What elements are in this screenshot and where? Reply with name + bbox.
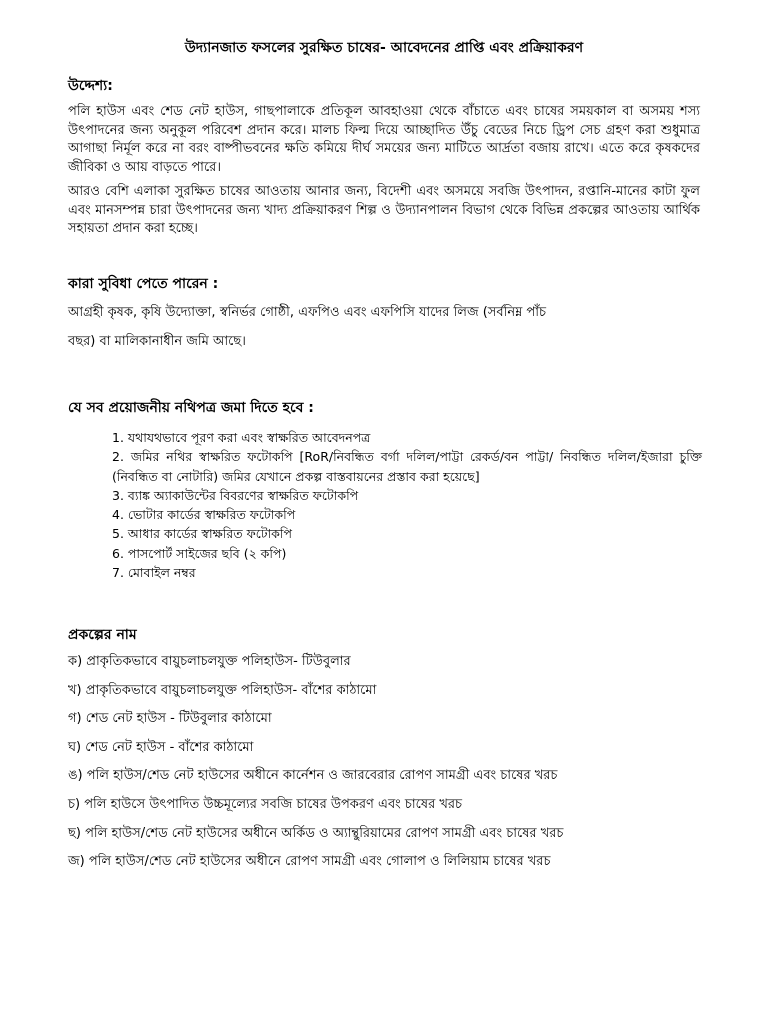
project-item-chha: ছ) পলি হাউস/শেড নেট হাউসের অধীনে অর্কিড ও অ্যান্থুরিয়ামের রোপণ সামগ্রী এবং চাষের খরচ xyxy=(68,825,564,841)
objective-heading: উদ্দেশ্য: xyxy=(68,78,113,94)
beneficiaries-line-2: বছর) বা মালিকানাধীন জমি আছে। xyxy=(68,334,246,349)
beneficiaries-heading: কারা সুবিধা পেতে পারেন : xyxy=(68,276,219,292)
document-item-3: 3. ব্যাঙ্ক অ্যাকাউন্টের বিবরণের স্বাক্ষরিত ফটোকপি xyxy=(112,487,359,503)
projects-list xyxy=(68,652,563,881)
documents-heading: যে সব প্রয়োজনীয় নথিপত্র জমা দিতে হবে : xyxy=(68,400,314,416)
beneficiaries-line-1: আগ্রহী কৃষক, কৃষি উদ্যোক্তা, স্বনির্ভর গোষ্ঠী, এফপিও এবং এফপিসি যাদের লিজ (সর্বনিম্ন পাঁচ xyxy=(68,305,547,320)
project-item-kha: খ) প্রাকৃতিকভাবে বায়ুচলাচলযুক্ত পলিহাউস- বাঁশের কাঠামো xyxy=(68,682,377,698)
project-item-ka: ক) প্রাকৃতিকভাবে বায়ুচলাচলযুক্ত পলিহাউস- টিউবুলার xyxy=(68,654,351,669)
project-item-cha: চ) পলি হাউসে উৎপাদিত উচ্চমূল্যের সবজি চাষের উপকরণ এবং চাষের খরচ xyxy=(68,796,463,812)
document-item-4: 4. ভোটার কার্ডের স্বাক্ষরিত ফটোকপি xyxy=(112,507,296,523)
project-item-ga: গ) শেড নেট হাউস - টিউবুলার কাঠামো xyxy=(68,711,272,727)
project-item-gha: ঘ) শেড নেট হাউস - বাঁশের কাঠামো xyxy=(68,739,254,755)
document-item-1: 1. যথাযথভাবে পূরণ করা এবং স্বাক্ষরিত আবেদনপত্র xyxy=(112,430,371,445)
document-item-7: 7. মোবাইল নম্বর xyxy=(112,565,196,581)
document-item-2: 2. জমির নথির স্বাক্ষরিত ফটোকপি [RoR/নিবন্ধিত বর্গা দলিল/পাট্টা রেকর্ড/বন পাট্টা/ নিবন্ধিত দলিল/ইজারা চুক্তি (নিবন্ধিত বা নোটারি) জমির যেখানে প্রকল্প বাস্তবায়নের প্রস্তাব করা হয়েছে] xyxy=(112,449,702,484)
objective-paragraph-2: আরও বেশি এলাকা সুরক্ষিত চাষের আওতায় আনার জন্য, বিদেশী এবং অসময়ে সবজি উৎপাদন, রপ্তানি-মানের কাটা ফুল এবং মানসম্পন্ন চারা উৎপাদনের জন্য খাদ্য প্রক্রিয়াকরণ শিল্প ও উদ্যানপালন বিভাগ থেকে বিভিন্ন প্রকল্পের আওতায় আর্থিক সহায়তা প্রদান করা হচ্ছে। xyxy=(68,184,700,237)
document-title: উদ্যানজাত ফসলের সুরক্ষিত চাষের- আবেদনের প্রাপ্তি এবং প্রক্রিয়াকরণ xyxy=(184,40,584,56)
project-item-unga: ঙ) পলি হাউস/শেড নেট হাউসের অধীনে কার্নেশন ও জারবেরার রোপণ সামগ্রী এবং চাষের খরচ xyxy=(68,768,558,784)
project-item-ja: জ) পলি হাউস/শেড নেট হাউসের অধীনে রোপণ সামগ্রী এবং গোলাপ ও লিলিয়াম চাষের খরচ xyxy=(68,854,551,870)
document-item-6: 6. পাসপোর্ট সাইজের ছবি (২ কপি) xyxy=(112,545,287,561)
document-item-5: 5. আধার কার্ডের স্বাক্ষরিত ফটোকপি xyxy=(112,526,292,542)
projects-heading: প্রকল্পের নাম xyxy=(68,627,137,643)
objective-paragraph-1: পলি হাউস এবং শেড নেট হাউস, গাছপালাকে প্রতিকূল আবহাওয়া থেকে বাঁচাতে এবং চাষের সময়কাল বা অসময় শস্য উৎপাদনের জন্য অনুকূল পরিবেশ প্রদান করে। মালচ ফিল্ম দিয়ে আচ্ছাদিত উঁচু বেডের নিচে ড্রিপ সেচ গ্রহণ করা শুধুমাত্র আগাছা নির্মূল করে না বরং বাষ্পীভবনের ক্ষতি কমিয়ে দীর্ঘ সময়ের জন্য মাটিতে আর্দ্রতা বজায় রাখে। এতে করে কৃষকদের জীবিকা ও আয় বাড়তে পারে। xyxy=(68,104,700,175)
documents-list xyxy=(112,428,702,582)
